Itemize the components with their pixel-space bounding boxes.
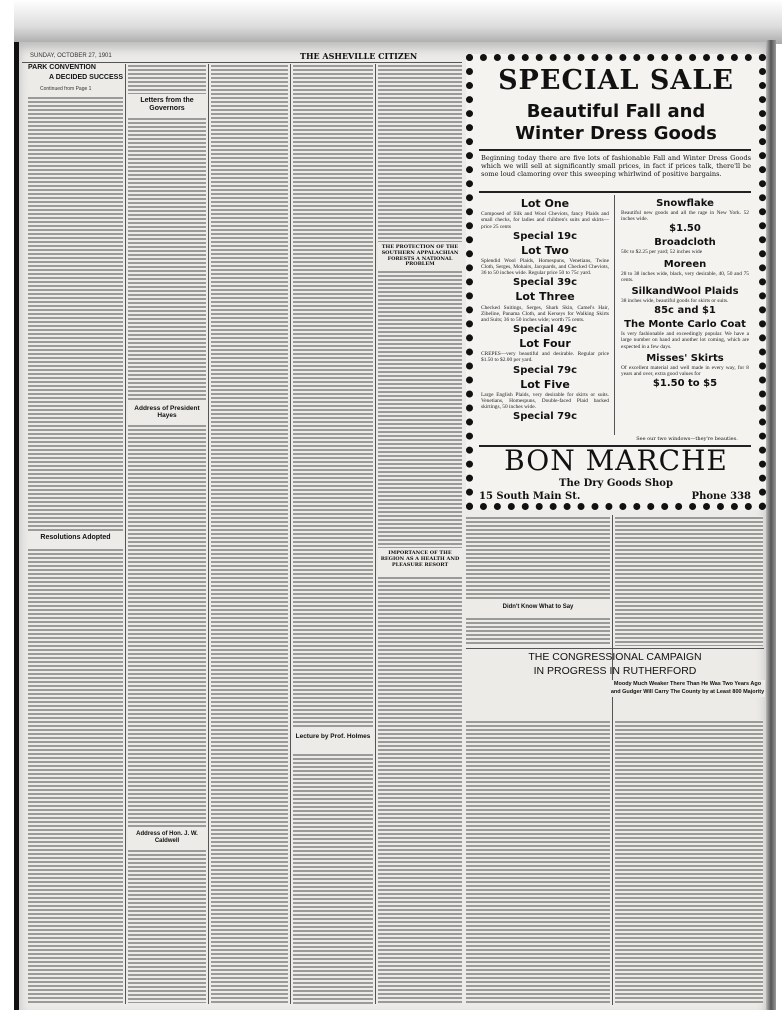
lot-price: Special 79c	[513, 411, 577, 423]
headline-caldwell: Address of Hon. J. W. Caldwell	[128, 831, 206, 845]
headline-line-2: IN PROGRESS IN RUTHERFORD	[533, 664, 697, 677]
headline-president-hayes: Address of President Hayes	[128, 405, 206, 420]
article-body	[293, 753, 373, 1004]
goods-price: 85c and $1	[654, 305, 716, 317]
lot-price: Special 49c	[513, 324, 577, 336]
ad-rule	[479, 149, 751, 151]
lot-price: Special 79c	[513, 364, 577, 376]
article-body	[378, 576, 462, 1004]
article-body	[378, 270, 462, 548]
lot-price: Special 39c	[513, 277, 577, 289]
article-body	[466, 516, 610, 600]
lot-description: Checked Suitings, Serges, Shark Skin, Camel's Hair, Zibeline, Panama Cloth, and Kerseys for Walking Skirts and Suits; 36 to 50 inches wide; worth 75 cents.	[481, 304, 609, 323]
article-body	[466, 617, 610, 646]
scan-top-edge	[14, 0, 782, 44]
issue-date: SUNDAY, OCTOBER 27, 1901	[30, 53, 112, 59]
lot-name: Lot Two	[521, 243, 569, 257]
article-body	[293, 64, 373, 728]
campaign-subhead: Moody Much Weaker There Than He Was Two Years Ago and Gudger Will Carry The County by at Least 800 Majority	[610, 681, 765, 696]
headline-congressional-campaign	[466, 651, 764, 678]
article-body	[466, 720, 610, 1004]
goods-description: 50c to $2.25 per yard; 52 inches wide	[621, 249, 703, 256]
page-edge	[766, 40, 776, 1010]
ad-headline: SPECIAL SALE	[498, 65, 734, 96]
goods-description: 38 inches wide, beautiful goods for skirts or suits.	[621, 298, 729, 305]
article-body	[615, 720, 763, 1004]
lot-description: Large English Plaids, very desirable for skirts or suits. Venetians, Homespuns, Double-faced Plaid backed skirtings, 50 inches wide.	[481, 391, 609, 411]
headline-didnt-know: Didn't Know What to Say	[466, 604, 610, 611]
continued-note: Continued from Page 1	[40, 86, 92, 92]
article-body	[211, 64, 288, 1004]
article-body	[128, 117, 206, 402]
store-tagline: The Dry Goods Shop	[559, 478, 673, 489]
headline-line-1: THE CONGRESSIONAL CAMPAIGN	[528, 651, 702, 663]
headline-park-convention-2: A DECIDED SUCCESS	[28, 74, 123, 82]
lot-name: Lot Four	[519, 337, 571, 351]
ad-lots	[477, 195, 613, 422]
goods-name: Misses' Skirts	[646, 352, 724, 364]
header-rule	[22, 62, 462, 63]
lot-name: Lot Three	[515, 290, 575, 304]
lot-price: Special 19c	[513, 230, 577, 242]
headline-forest-protection: THE PROTECTION OF THE SOUTHERN APPALACHIAN FORESTS A NATIONAL PROBLEM	[378, 245, 462, 268]
newspaper-title: THE ASHEVILLE CITIZEN	[300, 51, 418, 61]
goods-name: The Monte Carlo Coat	[624, 319, 746, 331]
goods-description: Is very fashionable and exceedingly popular. We have a large number on hand and another lot coming, which are expected in a few days.	[621, 331, 749, 350]
ad-rule	[479, 191, 751, 193]
goods-description: Of excellent material and well made in every way, for 8 years and over, extra good values for	[621, 364, 749, 378]
lot-description: Splendid Wool Plaids, Homespuns, Venetians, Twine Cloth, Serges, Mohairs, Jacquards, and Checked Cheviots, 36 to 50 inches wide. Regular price 50 to 75c yard.	[481, 257, 609, 277]
article-body	[615, 516, 763, 646]
article-body	[28, 548, 123, 1003]
column-rule	[208, 64, 209, 1004]
headline-letters-governors: Letters from the Governors	[128, 97, 206, 113]
column-rule	[125, 64, 126, 1004]
ad-column-rule	[614, 195, 615, 435]
column-rule	[290, 64, 291, 1004]
ad-subhead-1: Beautiful Fall and	[526, 101, 706, 122]
goods-name: Snowflake	[656, 198, 714, 209]
ad-goods	[617, 195, 753, 389]
article-body	[128, 64, 206, 94]
goods-price: $1.50 to $5	[652, 378, 718, 390]
bon-marche-advertisement	[466, 54, 766, 510]
ad-intro: Beginning today there are five lots of fashionable Fall and Winter Dress Goods which we will sell at significantly small prices, in fact if prices talk, there'll be some loud clamoring over this sweeping whirlwind of positive bargains.	[481, 154, 751, 179]
ad-windows-note: See our two windows—they're beauties.	[636, 436, 738, 442]
goods-name: Moreen	[663, 258, 707, 270]
goods-name: Broadcloth	[654, 237, 716, 249]
headline-health-resort: IMPORTANCE OF THE REGION AS A HEALTH AND PLEASURE RESORT	[378, 551, 462, 568]
store-name: BON MARCHE	[504, 444, 728, 477]
ad-subhead-2: Winter Dress Goods	[515, 123, 717, 144]
article-body	[128, 424, 206, 828]
article-body	[378, 64, 462, 242]
lot-description: CREPES—very beautiful and desirable. Regular price $1.50 to $2.00 per yard.	[481, 351, 609, 364]
lot-description: Composed of Silk and Wool Cheviots, fancy Plaids and small checks, for ladies and children's suits and skirts—price 25 cents	[481, 211, 609, 230]
goods-price: $1.50	[669, 223, 701, 235]
headline-park-convention: PARK CONVENTION	[28, 64, 123, 72]
headline-resolutions: Resolutions Adopted	[28, 534, 123, 542]
article-body	[128, 849, 206, 1003]
goods-name: SilkandWool Plaids	[631, 286, 739, 298]
lot-name: Lot One	[520, 197, 570, 210]
store-address: 15 South Main St.	[479, 491, 581, 502]
column-rule	[612, 515, 613, 1005]
lot-name: Lot Five	[520, 377, 570, 391]
headline-lecture-holmes: Lecture by Prof. Holmes	[293, 733, 373, 740]
goods-description: 28 to 38 inches wide, black, very desirable, 40, 50 and 75 cents.	[621, 270, 749, 283]
article-body	[28, 96, 123, 531]
section-rule	[466, 648, 764, 649]
store-phone: Phone 338	[691, 491, 751, 502]
column-rule	[375, 64, 376, 1004]
goods-description: Beautiful new goods and all the rage in New York. 52 inches wide.	[621, 210, 749, 223]
